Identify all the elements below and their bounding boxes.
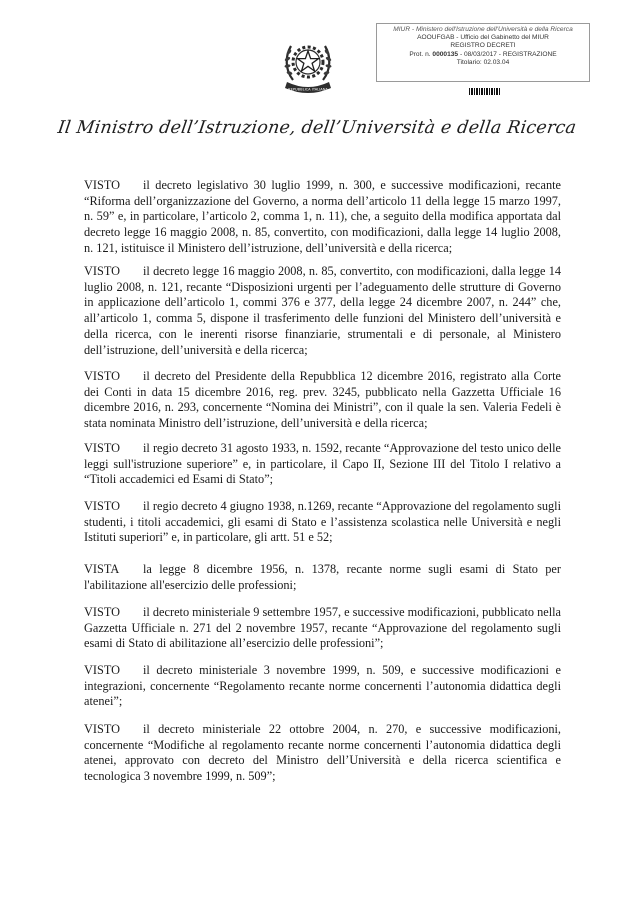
stamp-line-office: AOOUFGAB - Ufficio del Gabinetto del MIUR [417,34,549,42]
recital-paragraph [84,663,561,710]
stamp-line-register: REGISTRO DECRETI [450,42,516,50]
recital-text: il regio decreto 31 agosto 1933, n. 1592, recante “Approvazione del testo unico delle leggi sull'istruzione superiore” e, in particolare, il Capo II, Sezione III del Titolo I relativo a “Titoli accademici ed Esami di Stato”; [84,441,561,487]
recital-text: il regio decreto 4 giugno 1938, n.1269, recante “Approvazione del regolamento sugli studenti, i titoli accademici, gli esami di Stato e l’assistenza scolastica nelle Università e negli Istituti superiori” e, in particolare, gli artt. 51 e 52; [84,499,561,545]
stamp-protocol [377,51,589,59]
recital-text: il decreto ministeriale 22 ottobre 2004, n. 270, e successive modificazioni, concernente “Modifiche al regolamento recante norme concernenti l’autonomia didattica degli atenei, approvato con decreto del Ministro dell’Università e della ricerca scientifica e tecnologica 3 novembre 1999, n. 509”; [84,722,561,784]
ministry-title: Il Ministro dell’Istruzione, dell’Università e della Ricerca [56,118,578,138]
recital-keyword: VISTO [84,178,120,192]
recital-paragraph [84,178,561,257]
italian-republic-emblem [279,26,337,98]
recital-text: il decreto del Presidente della Repubblica 12 dicembre 2016, registrato alla Corte dei Conti in data 15 dicembre 2016, reg. prev. 3245, pubblicato nella Gazzetta Ufficiale 16 dicembre 2016, n. 293, concernente “Nomina dei Ministri”, con il quale la sen. Valeria Fedeli è stata nominata Ministro dell’istruzione, dell’università e della ricerca; [84,369,561,431]
recital-paragraph [84,562,561,593]
stamp-protocol-date: - 08/03/2017 - REGISTRAZIONE [459,50,557,58]
recital-text: il decreto ministeriale 9 settembre 1957, e successive modificazioni, pubblicato nella Gazzetta Ufficiale n. 271 del 2 novembre 1957, recante “Approvazione del regolamento sugli esami di Stato di abilitazione all’esercizio delle professioni”; [84,605,561,651]
stamp-protocol-number: 0000135 [432,50,459,58]
stamp-line-ministry: MIUR - Ministero dell'Istruzione dell'Università e della Ricerca [393,26,573,33]
recital-text: il decreto legislativo 30 luglio 1999, n. 300, e successive modificazioni, recante “Riforma dell’organizzazione del Governo, a norma dell’articolo 11 della legge 15 marzo 1997, n. 59” e, in particolare, l’articolo 2, comma 1, n. 11), che, a seguito della modifica apportata dal decreto legge 16 maggio 2008, n. 85, convertito, con modificazioni, dalla legge 14 luglio 2008, n. 121, istituisce il Ministero dell’istruzione, dell’università e della ricerca; [84,178,561,255]
emblem-ribbon-text: REPUBBLICA ITALIANA [288,87,328,92]
registry-stamp [376,23,590,82]
recital-keyword: VISTO [84,499,120,513]
stamp-protocol-prefix: Prot. n. [409,50,431,58]
recital-text: il decreto legge 16 maggio 2008, n. 85, convertito, con modificazioni, dalla legge 14 luglio 2008, n. 121, recante “Disposizioni urgenti per l’adeguamento delle strutture di Governo in applicazione dell’articolo 1, commi 376 e 377, della legge 24 dicembre 2007, n. 244” che, all’articolo 1, comma 5, dispone il trasferimento delle funzioni del Ministero dell’università e della ricerca, con le inerenti risorse finanziarie, strumentali e di personale, al Ministero dell’istruzione, dell’università e della ricerca; [84,264,561,357]
recital-text: la legge 8 dicembre 1956, n. 1378, recante norme sugli esami di Stato per l'abilitazione all'esercizio delle professioni; [84,562,561,592]
recital-text: il decreto ministeriale 3 novembre 1999, n. 509, e successive modificazioni e integrazioni, concernente “Regolamento recante norme concernenti l’autonomia didattica degli atenei”; [84,663,561,709]
recital-keyword: VISTO [84,605,120,619]
recital-paragraph [84,605,561,652]
recital-paragraph [84,441,561,488]
recital-paragraph [84,369,561,432]
recital-keyword: VISTO [84,264,120,278]
recital-paragraph [84,499,561,546]
recital-keyword: VISTO [84,369,120,383]
stamp-titolario: Titolario: 02.03.04 [456,58,510,66]
emblem-icon [279,26,337,98]
recital-paragraph [84,722,561,785]
recital-keyword: VISTO [84,441,120,455]
barcode-icon [469,88,501,95]
recital-keyword: VISTA [84,562,120,576]
recital-paragraph [84,264,561,358]
recital-keyword: VISTO [84,663,120,677]
recital-keyword: VISTO [84,722,120,736]
